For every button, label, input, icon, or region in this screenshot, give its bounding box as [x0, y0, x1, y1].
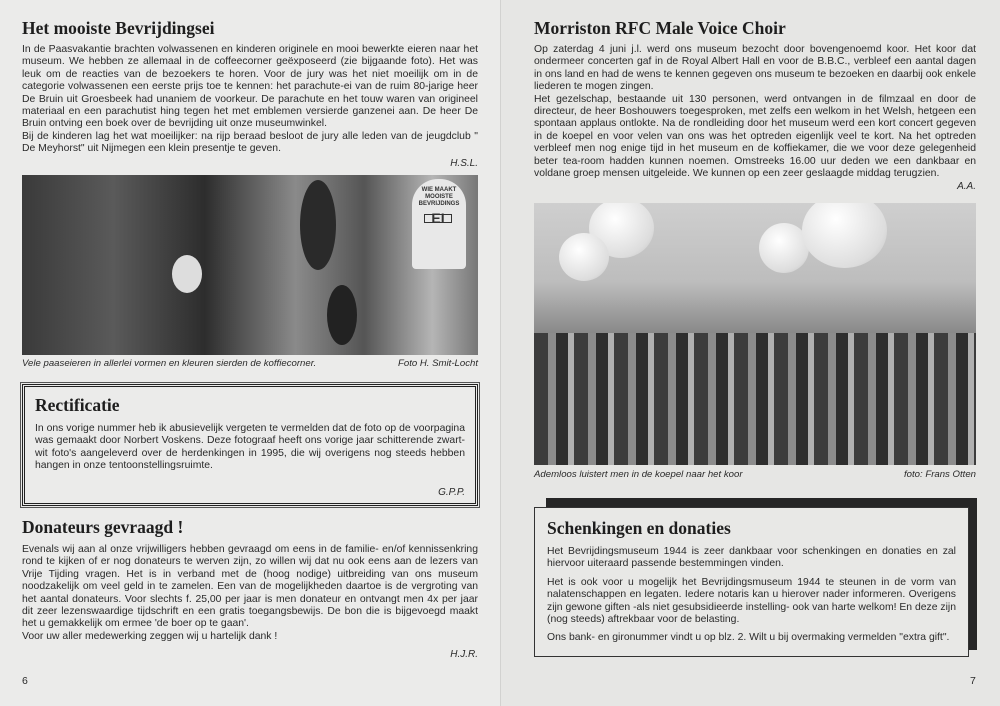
egg-shape [300, 180, 336, 270]
box-body: In ons vorige nummer heb ik abusievelijk vergeten te vermelden dat de foto op de voorpagina was gemaakt door Norbert Voskens. Deze fotograaf heeft ons vorige jaar schitterende zwart-wit foto's aangeleverd over de herdenkingen in 1995, die wij overigens nog steeds hebben hangen in onze tentoonstellingsruimte. [35, 423, 465, 472]
page-number: 7 [970, 675, 976, 687]
photo-choir [534, 203, 976, 465]
signature: H.J.R. [450, 649, 478, 660]
article-title: Het mooiste Bevrijdingsei [22, 18, 215, 38]
paragraph: Het is ook voor u mogelijk het Bevrijdingsmuseum 1944 te steunen in de vorm van nalatenschappen en legaten. Iedere notaris kan u hierover nader informeren. Overigens zijn gewone giften -als niet gesubsidieerde instelling- ook van harte welkom! En deze zijn (nog steeds) aftrekbaar voor de belasting. [547, 576, 956, 626]
box-body [547, 546, 956, 645]
photo-sign [412, 179, 466, 269]
photo-credit: foto: Frans Otten [904, 469, 976, 480]
paragraph: Ons bank- en gironummer vindt u op blz. 2. Wilt u bij overmaking vermelden "extra gift". [547, 632, 950, 644]
sign-text: WIE MAAKT MOOISTE BEVRIJDINGS [418, 187, 460, 207]
box-title: Schenkingen en donaties [547, 518, 731, 538]
globe-lamp [559, 233, 609, 281]
article-body [22, 544, 478, 643]
paragraph: In de Paasvakantie brachten volwassenen en kinderen originele en mooi bewerkte eieren naar het museum. We hebben ze allemaal in de coffeecorner geëxposeerd (zie bijgaande foto). Het was leuk om de reacties van de bezoekers te horen. Voor de jury was het niet moeilijk om in de categorie volwassenen een eerste prijs toe te kennen: het parachute-ei van de ruim 80-jarige heer De Bruin uit Groesbeek had unaniem de voorkeur. De parachute en het touw waren van origineel materiaal en een parachutist hing tegen het met emblemen versierde ganzenei aan. De heer De Bruin ontving een boek over de bevrijding uit onze museumwinkel. [22, 44, 478, 130]
paragraph: Evenals wij aan al onze vrijwilligers hebben gevraagd om eens in de familie- en/of kennissenkring rond te kijken of er nog donateurs te werven zijn, zo willen wij dat nu ook eens aan de lezers van Vrije Tijding vragen. Het is in verband met de (hoog nodige) uitbreiding van ons museum noodzakelijk om veel geld in te zamelen. Een van de mogelijkheden daartoe is de vergroting van het aantal donateurs. Voor slechts f. 25,00 per jaar is men donateur en ontvangt men 4x per jaar dit zeer lezenswaardige tijdschrift en een gratis toegangsbewijs. De bon die is bijgevoegd maakt het u gemakkelijk om ermee 'de boer op te gaan'. [22, 544, 478, 630]
photo-caption [534, 469, 976, 480]
choir-members [534, 333, 976, 465]
photo-credit: Foto H. Smit-Locht [398, 358, 478, 369]
article-title: Donateurs gevraagd ! [22, 517, 184, 537]
article-body [534, 44, 976, 180]
article-title: Morriston RFC Male Voice Choir [534, 18, 786, 38]
signature: A.A. [957, 181, 976, 192]
photo-caption [22, 358, 478, 369]
sign-big-text: EI [424, 214, 452, 223]
signature: H.S.L. [450, 158, 478, 169]
paragraph: Het Bevrijdingsmuseum 1944 is zeer dankbaar voor schenkingen en donaties en zal hiervoor uiteraard passende bestemmingen vinden. [547, 546, 956, 570]
article-body [22, 44, 478, 156]
box-title: Rectificatie [35, 395, 120, 415]
globe-lamp [802, 203, 887, 268]
page-number: 6 [22, 675, 28, 687]
photo-egg-display [22, 175, 478, 355]
schenkingen-box [534, 507, 969, 657]
caption-text: Vele paaseieren in allerlei vormen en kleuren sierden de koffiecorner. [22, 358, 317, 369]
right-page [500, 0, 1000, 706]
signature: G.P.P. [438, 486, 465, 498]
caption-text: Ademloos luistert men in de koepel naar het koor [534, 469, 743, 480]
paragraph: Bij de kinderen lag het wat moeilijker: na rijp beraad besloot de jury alle leden van de jeugdclub " De Meyhorst" uit Nijmegen een klein presentje te geven. [22, 130, 478, 155]
paragraph: Het gezelschap, bestaande uit 130 personen, werd ontvangen in de filmzaal en door de directeur, de heer Boshouwers toegesproken, met zelfs een welkom in het Welsh, hetgeen een spontaan applaus ontlokte. Na de rondleiding door het museum werd een kort concert gegeven in de koepel en voor velen van ons was het optreden eigenlijk veel te kort. Na het optreden verbleef men nog enige tijd in het museum en de koffiekamer, die we voor deze gelegenheid beter tea-room hadden kunnen noemen. Omstreeks 16.00 uur deden we een dankbaar en voldane groep mensen uitgeleide. We kunnen op een zeer geslaagde middag terugzien. [534, 93, 976, 180]
egg-shape [172, 255, 202, 293]
paragraph: Voor uw aller medewerking zeggen wij u hartelijk dank ! [22, 630, 278, 642]
rectificatie-box [22, 384, 478, 506]
paragraph: Op zaterdag 4 juni j.l. werd ons museum bezocht door bovengenoemd koor. Het koor dat ondermeer concerten gaf in de Royal Albert Hall en voor de B.B.C., verbleef een aantal dagen in ons land en had de wens te kennen gegeven ons museum te bezoeken en daarbij ook enkele liederen te mogen zingen. [534, 44, 976, 93]
egg-shape [327, 285, 357, 345]
